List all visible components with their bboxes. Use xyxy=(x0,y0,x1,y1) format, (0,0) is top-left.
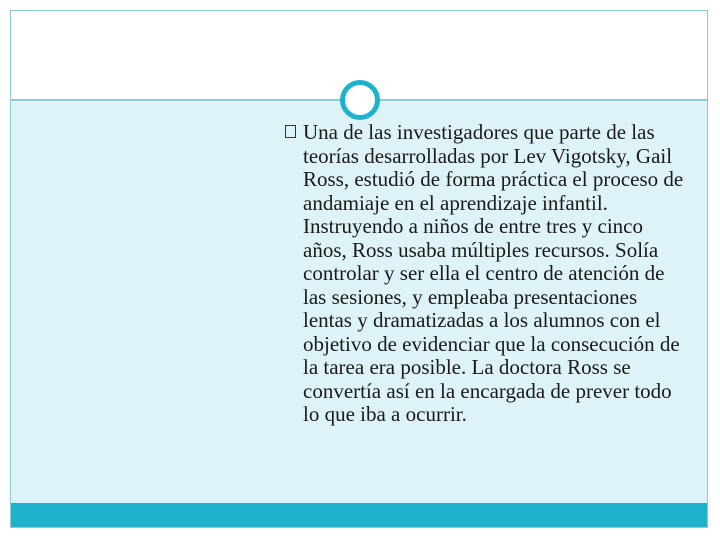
square-bullet-icon xyxy=(285,125,296,138)
bullet-paragraph xyxy=(285,121,687,427)
body-text xyxy=(285,121,687,427)
footer-bar xyxy=(11,503,707,527)
paragraph-text: Una de las investigadores que parte de las teorías desarrolladas por Lev Vigotsky, Gail Ross, estudió de forma práctica el proceso de andamiaje en el aprendizaje infantil. Instruyendo a niños de entre tres y cinco años, Ross usaba múltiples recursos. Solía controlar y ser ella el centro de atención de las sesiones, y empleaba presentaciones lentas y dramatizadas a los alumnos con el objetivo de evidenciar que la consecución de la tarea era posible. La doctora Ross se convertía así en la encargada de prever todo lo que iba a ocurrir. xyxy=(303,120,684,426)
circle-ornament-icon xyxy=(340,80,380,120)
